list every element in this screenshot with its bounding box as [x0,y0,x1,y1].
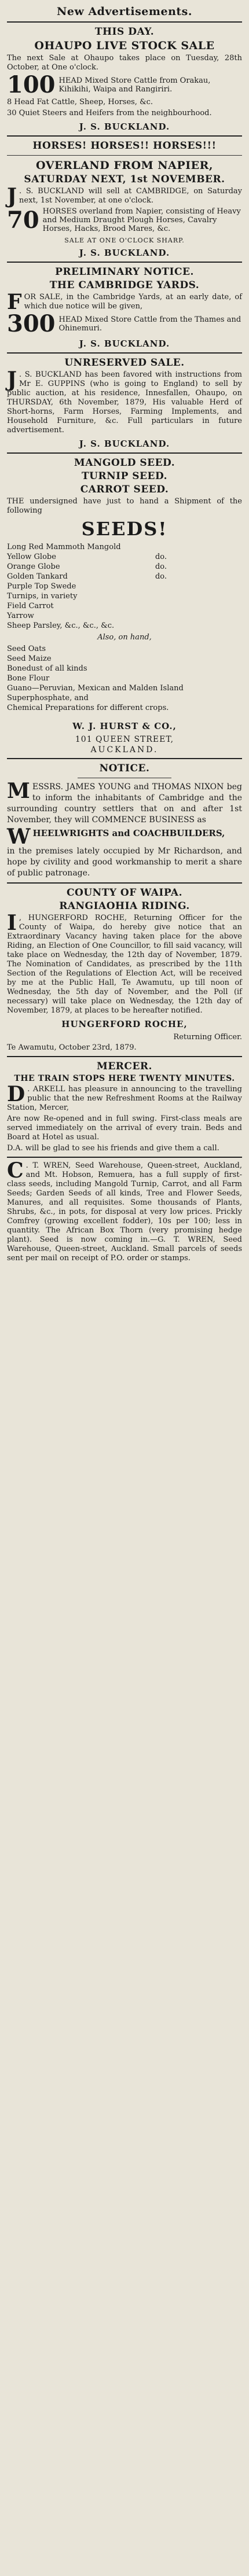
divider [7,1056,242,1057]
mercer-subheading: THE TRAIN STOPS HERE TWENTY MINUTES. [14,1074,235,1083]
waipa-subheading: RANGIAOHIA RIDING. [59,900,190,912]
horses-number-line [7,207,242,233]
unreserved-body-text: . S. BUCKLAND has been favored with instructions from Mr E. GUPPINS (who is going to England) to sell by public auction, at his residence, Innesfallen, Ohaupo, on THURSDAY, 6th November, 1879, His valuable Herd of Short-horns, Farm Horses, Farming Implements, and Household Furniture, &c. Full particulars in future advertisement. [7,370,242,435]
mercer-body-1 [7,1082,242,1113]
ohaupo-heading: OHAUPO LIVE STOCK SALE [34,39,215,52]
cambridge-dropcap: F [7,290,22,314]
ohaupo-cattle-number: 100 [7,71,56,98]
seeds-ad [7,457,242,755]
ohaupo-signature: J. S. BUCKLAND. [79,122,170,132]
unreserved-dropcap: J [7,367,17,392]
waipa-ad [7,887,242,1053]
cambridge-number: 300 [7,310,56,337]
seed-list-item [7,552,242,562]
notice-body [7,779,242,826]
ohaupo-line3: 30 Quiet Steers and Heifers from the neighbourhood. [7,109,212,117]
divider [7,352,242,354]
waipa-signature: HUNGERFORD ROCHE, [61,1019,188,1029]
horses-signature: J. S. BUCKLAND. [79,248,170,258]
horses-text: HORSES overland from Napier, consisting of Heavy and Medium Draught Plough Horses, Cavalry Horses, Hacks, Brood Mares, &c. [42,207,241,233]
wren-ad [7,1158,242,1263]
seed-name: Turnips, in variety [7,592,78,601]
seeds-heading-carrot: CARROT SEED. [80,484,169,495]
waipa-body [7,911,242,1015]
seed-name: Field Carrot [7,602,54,610]
waipa-dropcap: I [7,911,17,935]
page-title: New Advertisements. [57,5,192,18]
divider [7,758,242,759]
cambridge-intro [7,290,242,314]
seed-list-item [7,582,242,591]
divider [7,882,242,884]
unreserved-heading: UNRESERVED SALE. [64,357,185,369]
seed-name: Long Red Mammoth Mangold [7,543,121,551]
seed-name: Yarrow [7,612,34,620]
seed-name: Yellow Globe [7,553,56,561]
seed-list-item [7,601,242,611]
horses-banner: HORSES! HORSES!! HORSES!!! [32,140,217,152]
ohaupo-ad [7,26,242,132]
divider [7,262,242,263]
notice-dropcap: M [7,779,30,803]
seed-list-item [7,542,242,552]
seed-name: Sheep Parsley, &c., &c., &c. [7,621,115,630]
notice-ad [7,763,242,879]
horses-sale-time: SALE AT ONE O'CLOCK SHARP. [64,237,185,244]
notice-trade [7,825,242,849]
seeds-intro: THE undersigned have just to hand a Shipment of the following [7,497,242,515]
seed-list-item [7,611,242,621]
mercer-body-3: D.A. will be glad to see his friends and give them a call. [7,1144,219,1153]
seed-list-item [7,591,242,601]
seed-list-item: Bonedust of all kinds [7,664,87,673]
horses-intro-text: . S. BUCKLAND will sell at CAMBRIDGE, on Saturday next, 1st November, at one o'clock. [19,187,242,205]
cambridge-intro-text: OR SALE, in the Cambridge Yards, at an early date, of which due notice will be given, [24,293,242,311]
ohaupo-cattle-text: HEAD Mixed Store Cattle from Orakau, Kihikihi, Waipa and Rangiriri. [58,76,211,94]
waipa-role: Returning Officer. [173,1033,242,1042]
notice-heading: NOTICE. [99,763,150,774]
seed-ditto: do. [155,562,167,571]
ohaupo-intro: The next Sale at Ohaupo takes place on Tuesday, 28th October, at One o'clock. [7,54,242,72]
cambridge-subheading: THE CAMBRIDGE YARDS. [49,279,200,291]
unreserved-body [7,367,242,435]
ohaupo-cattle-line [7,71,242,98]
divider [7,155,242,156]
seed-list-secondary [7,644,242,713]
seed-list-item: Seed Oats [7,645,46,653]
seed-name: Golden Tankard [7,572,68,581]
seed-list-item: Bone Flour [7,674,50,683]
horses-intro [7,184,242,208]
horses-subheading: SATURDAY NEXT, 1st NOVEMBER. [24,174,225,185]
waipa-body-text: , HUNGERFORD ROCHE, Returning Officer for the County of Waipa, do hereby give notice that an Extraordinary Vacancy having taken place for the above Riding, an Election of One Councillor, to fill said vacancy, will take place on Wednesday, the 12th day of November, 1879. The Nomination of Candidates, as prescribed by the 11th Section of the Regulations of Election Act, will be received by me at the Public Hall, Te Awamutu, up till noon of Wednesday, the 5th day of November, and the Poll (if necessary) will take place on Wednesday, the 12th day of November, 1879, at places to be hereafter notified. [7,914,242,1015]
horses-dropcap: J [7,184,17,208]
horses-ad [7,140,242,258]
cambridge-heading: PRELIMINARY NOTICE. [55,266,194,278]
cambridge-number-line [7,310,242,337]
waipa-date: Te Awamutu, October 23rd, 1879. [7,1043,137,1052]
divider [7,21,242,23]
seed-name: Orange Globe [7,562,60,571]
seed-name: Purple Top Swede [7,582,76,591]
unreserved-ad [7,357,242,449]
cambridge-text: HEAD Mixed Store Cattle from the Thames and Ohinemuri. [58,315,241,333]
ohaupo-this-day: THIS DAY. [94,26,155,38]
notice-body-2: in the premises lately occupied by Mr Richardson, and hope by civility and good workmanship to merit a share of public patronage. [7,847,242,878]
seeds-signature: W. J. HURST & CO., [72,721,177,731]
wren-body-text: . T. WREN, Seed Warehouse, Queen-street, Auckland, and Mt. Hobson, Remuera, has a full supply of first-class seeds, including Mangold Turnip, Carrot, and all Farm Seeds; Garden Seeds of all kinds, Tree and Flower Seeds, Manures, and all requisites. Some thousands of Plants, Shrubs, &c., in pots, for disposal at very low prices. Prickly Comfrey (growing excellent fodder), 10s per 100; less in quantity. The African Box Thorn (very promising hedge plant). Seed is now coming in.—G. T. WREN, Seed Warehouse, Queen-street, Auckland. Small parcels of seeds sent per mail on receipt of P.O. order or stamps. [7,1161,242,1263]
horses-heading: OVERLAND FROM NAPIER, [36,159,213,172]
wren-body [7,1158,242,1263]
notice-body-text: ESSRS. JAMES YOUNG and THOMAS NIXON beg to inform the inhabitants of Cambridge and the surrounding country settlers that on and after 1st November, they will COMMENCE BUSINESS as [7,782,242,825]
seed-list-primary [7,542,242,631]
seeds-heading-mangold: MANGOLD SEED. [74,457,175,469]
seeds-also-on-hand: Also, on hand, [97,633,152,642]
seed-list-item [7,572,242,582]
unreserved-signature: J. S. BUCKLAND. [79,439,170,449]
mercer-heading: MERCER. [97,1061,152,1072]
mercer-ad [7,1061,242,1153]
ohaupo-line2: 8 Head Fat Cattle, Sheep, Horses, &c. [7,98,153,106]
waipa-heading: COUNTY OF WAIPA. [66,887,182,899]
divider [7,135,242,137]
seed-list-item: Superphosphate, and [7,694,89,702]
seed-list-item [7,621,242,631]
mercer-dropcap: D [7,1082,25,1106]
seed-ditto: do. [155,553,167,561]
cambridge-signature: J. S. BUCKLAND. [79,338,170,349]
seed-ditto: do. [155,572,167,581]
seed-list-item: Seed Maize [7,654,52,663]
seeds-title: SEEDS! [81,518,168,540]
seeds-address-city: AUCKLAND. [90,745,159,755]
divider [7,1157,242,1158]
mercer-body-1-text: . ARKELL has pleasure in announcing to the travelling public that the new Refreshment Rooms at the Railway Station, Mercer, [7,1085,242,1112]
wren-dropcap: C [7,1158,24,1183]
seed-list-item: Chemical Preparations for different crops. [7,704,169,712]
cambridge-ad [7,266,242,349]
seeds-heading-turnip: TURNIP SEED. [81,470,168,482]
notice-trade-dropcap: W [7,825,31,849]
horses-number: 70 [7,206,39,234]
notice-trade-text: HEELWRIGHTS and COACHBUILDERS, [32,828,225,838]
seeds-address-street: 101 QUEEN STREET, [75,735,174,744]
divider [7,452,242,454]
mercer-body-2: Are now Re-opened and in full swing. First-class meals are served immediately on the arrival of every train. Beds and Board at Hotel as usual. [7,1114,242,1142]
seed-list-item: Guano—Peruvian, Mexican and Malden Island [7,684,184,693]
seed-list-item [7,562,242,572]
